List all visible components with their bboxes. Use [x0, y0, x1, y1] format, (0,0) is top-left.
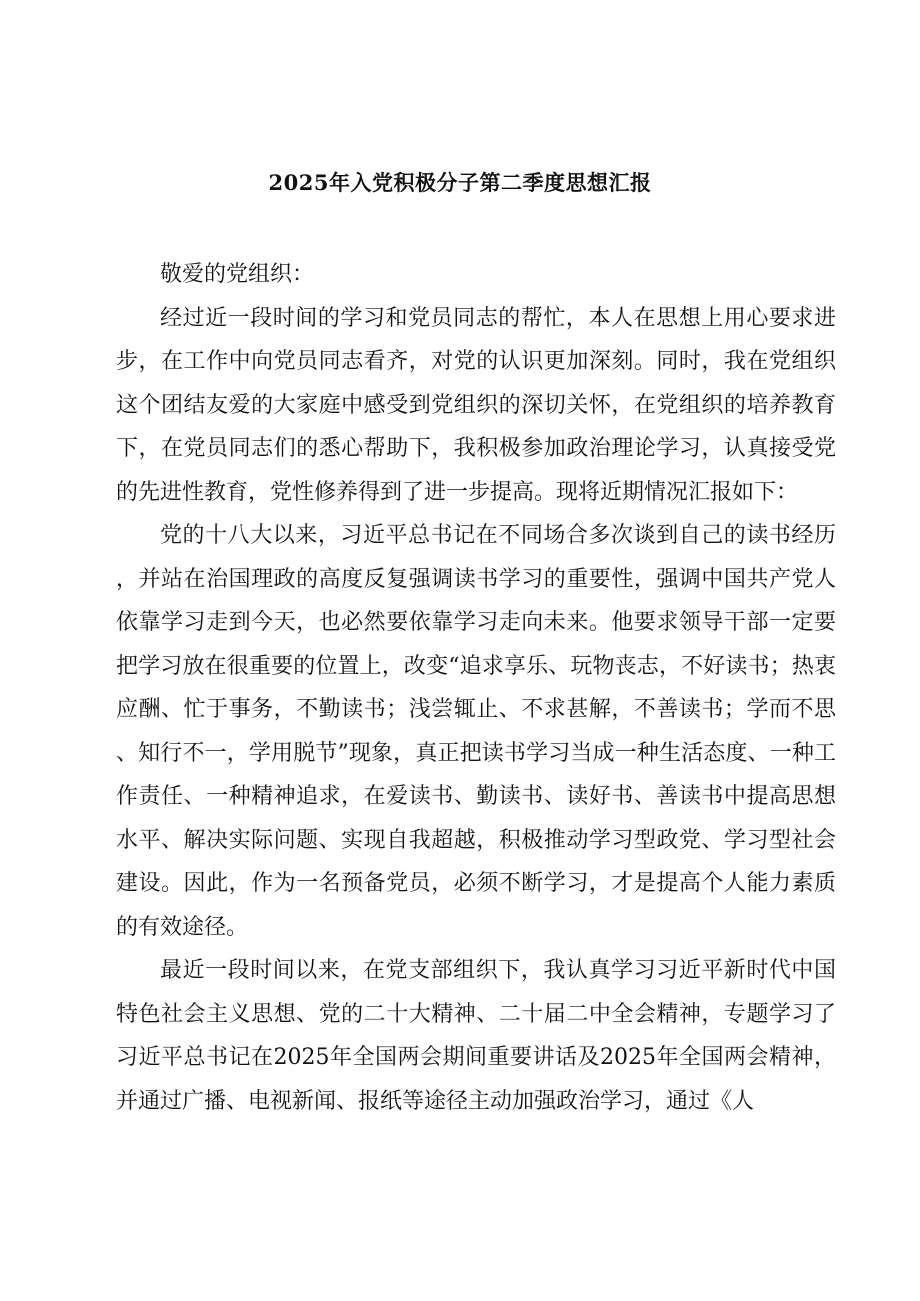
- paragraph-3: 最近一段时间以来，在党支部组织下，我认真学习习近平新时代中国特色社会主义思想、党的二十大精神、二十届二中全会精神，专题学习了习近平总书记在2025年全国两会期间重要讲话及2025年全国两会精神，并通过广播、电视新闻、报纸等途径主动加强政治学习，通过《人: [116, 958, 836, 1114]
- document-title: 2025年入党积极分子第二季度思想汇报: [268, 170, 652, 195]
- paragraph-2: 党的十八大以来，习近平总书记在不同场合多次谈到自己的读书经历，并站在治国理政的高度反复强调读书学习的重要性，强调中国共产党人依靠学习走到今天，也必然要依靠学习走向未来。他要求领导干部一定要把学习放在很重要的位置上，改变“追求享乐、玩物丧志，不好读书；热衷应酬、忙于事务，不勤读书；浅尝辄止、不求甚解，不善读书；学而不思、知行不一，学用脱节”现象，真正把读书学习当成一种生活态度、一种工作责任、一种精神追求，在爱读书、勤读书、读好书、善读书中提高思想水平、解决实际问题、实现自我超越，积极推动学习型政党、学习型社会建设。因此，作为一名预备党员，必须不断学习，才是提高个人能力素质的有效途径。: [116, 523, 836, 940]
- salutation: 敬爱的党组织：: [160, 262, 315, 287]
- paragraph-1: 经过近一段时间的学习和党员同志的帮忙，本人在思想上用心要求进步，在工作中向党员同志看齐，对党的认识更加深刻。同时，我在党组织这个团结友爱的大家庭中感受到党组织的深切关怀，在党组织的培养教育下，在党员同志们的悉心帮助下，我积极参加政治理论学习，认真接受党的先进性教育，党性修养得到了进一步提高。现将近期情况汇报如下：: [116, 305, 836, 505]
- document-body: [116, 253, 836, 1123]
